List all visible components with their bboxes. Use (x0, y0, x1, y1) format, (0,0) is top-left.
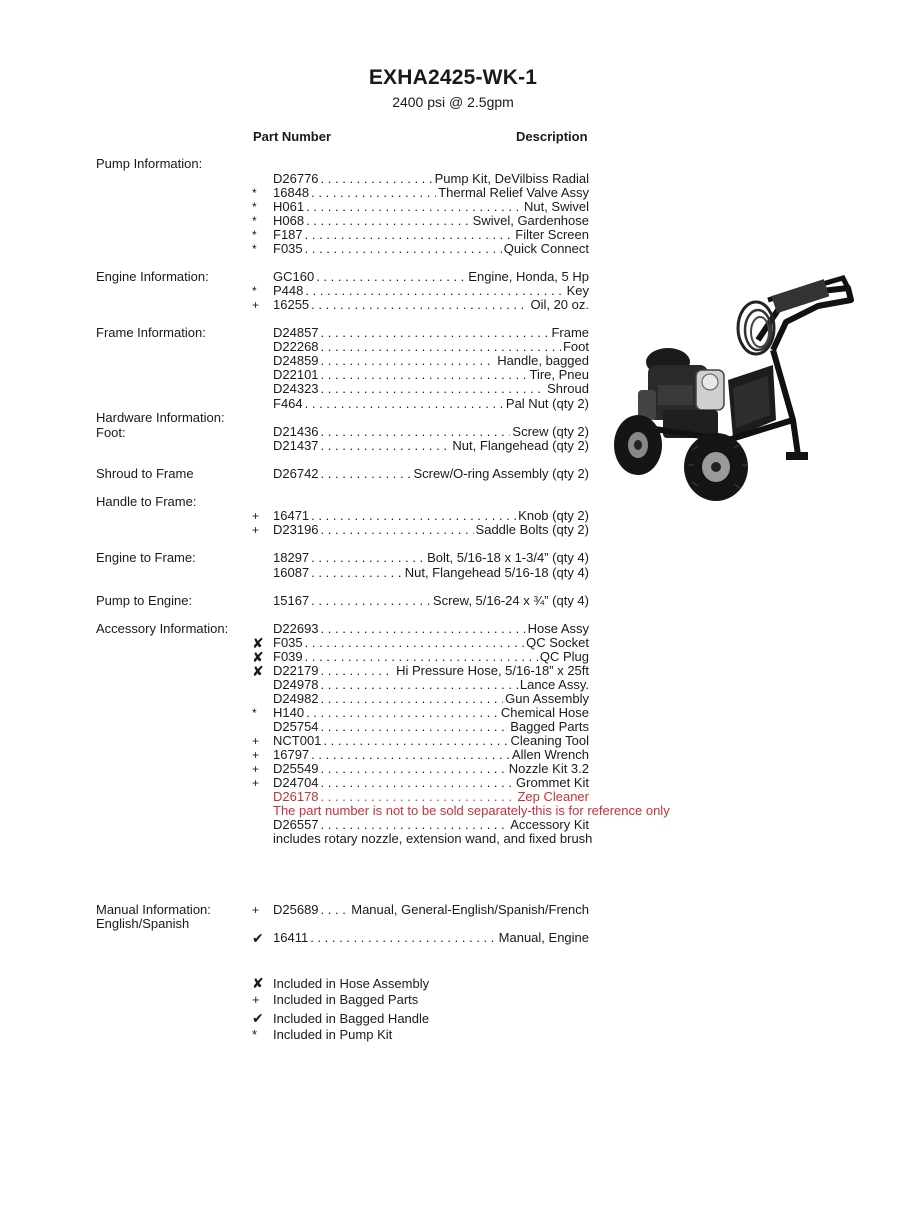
part-row (273, 566, 589, 580)
leader-dots (321, 340, 561, 354)
part-number: D24857 (273, 326, 319, 340)
row-symbol: * (252, 284, 257, 298)
legend-symbol: ✔ (252, 1010, 264, 1026)
row-symbol: * (252, 228, 257, 242)
legend-item (252, 1028, 392, 1042)
part-number: D24704 (273, 776, 319, 790)
part-description: Key (566, 284, 589, 298)
row-symbol: + (252, 509, 260, 523)
part-row (273, 509, 589, 523)
section-manual-language: English/Spanish (96, 916, 190, 931)
part-row (273, 622, 589, 636)
part-row (273, 397, 589, 411)
part-description: Thermal Relief Valve Assy (438, 186, 589, 200)
part-description: Accessory Kit (510, 818, 589, 832)
accessory-kit-includes-note: includes rotary nozzle, extension wand, and fixed brush (273, 831, 593, 846)
part-description: Handle, bagged (497, 354, 589, 368)
leader-dots (321, 664, 395, 678)
part-number: D26557 (273, 818, 319, 832)
part-row (273, 326, 589, 340)
part-description: Quick Connect (503, 242, 589, 256)
reference-only-note: The part number is not to be sold separately-this is for reference only (273, 803, 670, 818)
part-number: P448 (273, 284, 304, 298)
part-description: Shroud (547, 382, 589, 396)
part-number: D22693 (273, 622, 319, 636)
leader-dots (321, 523, 474, 537)
part-row (273, 636, 589, 650)
leader-dots (305, 650, 538, 664)
part-description: Bagged Parts (510, 720, 589, 734)
part-description: Filter Screen (515, 228, 589, 242)
part-row (273, 354, 589, 368)
part-row (273, 931, 589, 945)
leader-dots (321, 720, 509, 734)
leader-dots (305, 636, 525, 650)
legend-text: Included in Bagged Parts (273, 992, 419, 1007)
part-description: Manual, General-English/Spanish/French (351, 903, 589, 917)
part-number: F464 (273, 397, 303, 411)
part-description: Nut, Swivel (523, 200, 589, 214)
leader-dots (321, 439, 451, 453)
part-description: Zep Cleaner (517, 790, 589, 804)
part-row (273, 762, 589, 776)
row-symbol: + (252, 903, 260, 917)
part-number: 15167 (273, 594, 310, 608)
legend-symbol: * (252, 1027, 258, 1042)
part-number: D21436 (273, 425, 319, 439)
part-number: 16087 (273, 566, 310, 580)
part-row (273, 706, 589, 720)
leader-dots (321, 425, 511, 439)
leader-dots (306, 214, 471, 228)
row-symbol: * (252, 200, 257, 214)
leader-dots (311, 566, 403, 580)
leader-dots (321, 692, 504, 706)
part-row (273, 214, 589, 228)
leader-dots (305, 228, 514, 242)
row-symbol: * (252, 186, 257, 200)
row-symbol: * (252, 706, 257, 720)
leader-dots (306, 706, 499, 720)
part-description: Nut, Flangehead 5/16-18 (qty 4) (404, 566, 589, 580)
leader-dots (306, 200, 522, 214)
leader-dots (311, 748, 510, 762)
part-number: 16411 (273, 931, 309, 945)
part-description: Screw/O-ring Assembly (qty 2) (413, 467, 589, 481)
part-row (273, 903, 589, 917)
part-number: D25689 (273, 903, 319, 917)
section-frame: Frame Information: (96, 325, 206, 340)
part-description: Engine, Honda, 5 Hp (468, 270, 589, 284)
part-number: D24978 (273, 678, 319, 692)
part-number: 18297 (273, 551, 310, 565)
section-handle-to-frame: Handle to Frame: (96, 494, 197, 509)
row-symbol: ✘ (252, 649, 264, 665)
row-symbol: ✘ (252, 635, 264, 651)
part-description: Bolt, 5/16-18 x 1-3/4” (qty 4) (427, 551, 589, 565)
row-symbol: * (252, 214, 257, 228)
leader-dots (310, 931, 496, 945)
part-number: D24859 (273, 354, 319, 368)
part-row (273, 523, 589, 537)
part-description: Gun Assembly (505, 692, 589, 706)
section-accessory: Accessory Information: (96, 621, 229, 636)
leader-dots (311, 551, 425, 565)
leader-dots (311, 509, 516, 523)
part-number: F187 (273, 228, 303, 242)
legend-item (252, 1011, 429, 1026)
part-description: Tire, Pneu (529, 368, 589, 382)
part-number: D22268 (273, 340, 319, 354)
legend-text: Included in Pump Kit (273, 1027, 393, 1042)
part-description: Grommet Kit (516, 776, 589, 790)
part-row (273, 650, 589, 664)
part-row (273, 720, 589, 734)
part-row (273, 467, 589, 481)
part-row (273, 200, 589, 214)
row-symbol: + (252, 762, 260, 776)
part-number: D22101 (273, 368, 319, 382)
legend-item (252, 993, 418, 1007)
leader-dots (316, 270, 466, 284)
leader-dots (321, 678, 518, 692)
part-row (273, 284, 589, 298)
part-row (273, 228, 589, 242)
part-description: Saddle Bolts (qty 2) (475, 523, 589, 537)
row-symbol: ✘ (252, 663, 264, 679)
part-description: Lance Assy. (519, 678, 589, 692)
row-symbol: + (252, 298, 260, 312)
column-header-description: Description (516, 129, 588, 144)
legend-symbol: ✘ (252, 975, 264, 991)
part-description: QC Socket (526, 636, 589, 650)
part-row (273, 776, 589, 790)
part-number: F039 (273, 650, 303, 664)
legend-text: Included in Bagged Handle (273, 1011, 430, 1026)
part-number: 16797 (273, 748, 310, 762)
part-row (273, 382, 589, 396)
section-hardware: Hardware Information: (96, 410, 225, 425)
row-symbol: + (252, 748, 260, 762)
part-row (273, 340, 589, 354)
section-engine-to-frame: Engine to Frame: (96, 550, 196, 565)
leader-dots (311, 186, 436, 200)
leader-dots (321, 368, 528, 382)
row-symbol: * (252, 242, 257, 256)
part-number: 16471 (273, 509, 310, 523)
part-description: Allen Wrench (511, 748, 589, 762)
model-rating: 2400 psi @ 2.5gpm (392, 94, 514, 110)
model-title: EXHA2425-WK-1 (368, 66, 538, 89)
leader-dots (321, 762, 507, 776)
legend-symbol: + (252, 992, 260, 1007)
part-number: H068 (273, 214, 305, 228)
part-number: D23196 (273, 523, 319, 537)
part-row (273, 594, 589, 608)
part-number: 16255 (273, 298, 310, 312)
leader-dots (321, 622, 526, 636)
part-row (273, 439, 589, 453)
part-row (273, 551, 589, 565)
leader-dots (321, 818, 509, 832)
pressure-washer-photo (608, 270, 854, 505)
row-symbol: + (252, 523, 260, 537)
leader-dots (321, 467, 412, 481)
leader-dots (311, 594, 431, 608)
part-number: D26742 (273, 467, 319, 481)
part-number: F035 (273, 636, 303, 650)
leader-dots (321, 326, 550, 340)
part-number: D24982 (273, 692, 319, 706)
leader-dots (321, 354, 496, 368)
part-number: H140 (273, 706, 305, 720)
part-row (273, 790, 589, 804)
leader-dots (305, 242, 502, 256)
part-description: Oil, 20 oz. (530, 298, 589, 312)
section-engine: Engine Information: (96, 269, 209, 284)
part-description: Nozzle Kit 3.2 (508, 762, 589, 776)
part-description: Pump Kit, DeVilbiss Radial (434, 172, 589, 186)
leader-dots (321, 172, 433, 186)
section-foot: Foot: (96, 425, 126, 440)
legend-text: Included in Hose Assembly (273, 976, 430, 991)
legend-item (252, 976, 429, 991)
section-pump-to-engine: Pump to Engine: (96, 593, 193, 608)
part-row (273, 186, 589, 200)
leader-dots (321, 903, 350, 917)
part-description: Nut, Flangehead (qty 2) (452, 439, 589, 453)
part-number: D25549 (273, 762, 319, 776)
part-number: F035 (273, 242, 303, 256)
row-symbol: + (252, 776, 260, 790)
part-row (273, 748, 589, 762)
leader-dots (321, 776, 514, 790)
part-row (273, 692, 589, 706)
part-row (273, 298, 589, 312)
part-description: QC Plug (539, 650, 589, 664)
part-number: D21437 (273, 439, 319, 453)
section-shroud-to-frame: Shroud to Frame (96, 466, 194, 481)
part-row (273, 368, 589, 382)
part-description: Hi Pressure Hose, 5/16-18” x 25ft (396, 664, 589, 678)
part-description: Knob (qty 2) (518, 509, 589, 523)
leader-dots (321, 382, 546, 396)
leader-dots (321, 790, 516, 804)
part-row (273, 242, 589, 256)
part-number: D26178 (273, 790, 319, 804)
part-row (273, 664, 589, 678)
part-description: Frame (551, 326, 589, 340)
section-pump: Pump Information: (96, 156, 203, 171)
part-row (273, 425, 589, 439)
row-symbol: ✔ (252, 930, 264, 946)
leader-dots (311, 298, 528, 312)
row-symbol: + (252, 734, 260, 748)
part-row (273, 172, 589, 186)
part-row (273, 818, 589, 832)
part-number: H061 (273, 200, 305, 214)
part-description: Cleaning Tool (510, 734, 589, 748)
part-number: D22179 (273, 664, 319, 678)
part-row (273, 270, 589, 284)
part-number: GC160 (273, 270, 315, 284)
part-description: Screw (qty 2) (512, 425, 589, 439)
leader-dots (305, 397, 504, 411)
column-header-part-number: Part Number (253, 129, 332, 144)
part-number: D25754 (273, 720, 319, 734)
part-description: Swivel, Gardenhose (472, 214, 589, 228)
part-description: Manual, Engine (498, 931, 589, 945)
part-description: Hose Assy (527, 622, 589, 636)
part-number: NCT001 (273, 734, 322, 748)
part-number: D26776 (273, 172, 319, 186)
leader-dots (323, 734, 508, 748)
part-description: Pal Nut (qty 2) (505, 397, 589, 411)
section-manual: Manual Information: (96, 902, 211, 917)
part-row (273, 734, 589, 748)
part-description: Chemical Hose (500, 706, 589, 720)
leader-dots (305, 284, 564, 298)
part-description: Screw, 5/16-24 x ¾” (qty 4) (432, 594, 589, 608)
part-number: D24323 (273, 382, 319, 396)
part-row (273, 678, 589, 692)
part-description: Foot (562, 340, 589, 354)
part-number: 16848 (273, 186, 310, 200)
